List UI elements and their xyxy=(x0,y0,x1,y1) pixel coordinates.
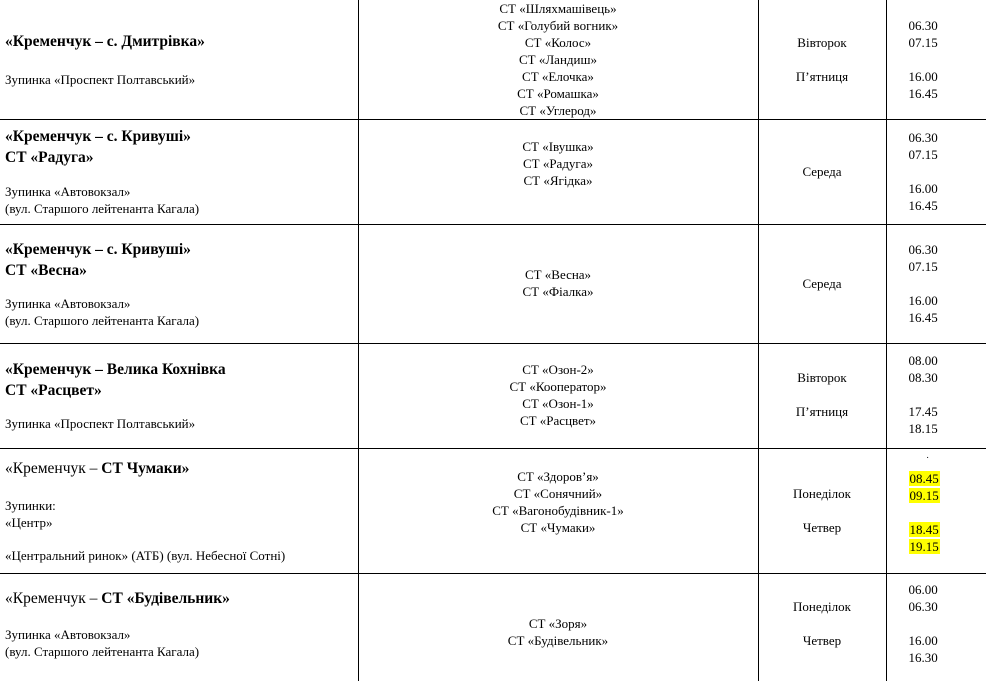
stop-name: «Центр» xyxy=(5,514,358,531)
station: СТ «Радуга» xyxy=(359,155,758,172)
day: П’ятниця xyxy=(759,403,886,420)
route-cell xyxy=(0,344,358,449)
time: 08.45 xyxy=(909,471,940,486)
route-name-line2: СТ «Расцвет» xyxy=(5,380,358,401)
time: 18.45 xyxy=(909,522,940,537)
station: СТ «Елочка» xyxy=(359,68,758,85)
days-cell xyxy=(758,0,886,120)
station: СТ «Івушка» xyxy=(359,138,758,155)
time: 07.15 xyxy=(909,146,938,163)
station: СТ «Озон-1» xyxy=(359,395,758,412)
table-row xyxy=(0,0,986,120)
route-name: «Кременчук – Велика Кохнівка xyxy=(5,359,358,380)
day: П’ятниця xyxy=(759,68,886,85)
station: СТ «Чумаки» xyxy=(359,519,758,536)
station: СТ «Здоров’я» xyxy=(359,468,758,485)
times-cell xyxy=(886,449,986,574)
route-name-line2: СТ «Весна» xyxy=(5,260,358,281)
stations-cell xyxy=(358,449,758,574)
stations-cell xyxy=(358,344,758,449)
times-cell xyxy=(886,344,986,449)
station: СТ «Расцвет» xyxy=(359,412,758,429)
time: 16.45 xyxy=(909,197,938,214)
route-cell xyxy=(0,120,358,225)
stop-label: Зупинки: xyxy=(5,497,358,514)
time: 08.00 xyxy=(909,352,938,369)
route-name-line2: СТ «Радуга» xyxy=(5,147,358,168)
times-cell xyxy=(886,225,986,344)
day: Вівторок xyxy=(759,369,886,386)
route-prefix: «Кременчук – xyxy=(5,590,101,607)
day: Вівторок xyxy=(759,34,886,51)
day: Понеділок xyxy=(759,598,886,615)
days-cell xyxy=(758,120,886,225)
time: 16.00 xyxy=(909,632,938,649)
stations-cell xyxy=(358,225,758,344)
station: СТ «Колос» xyxy=(359,34,758,51)
station: СТ «Сонячний» xyxy=(359,485,758,502)
station: СТ «Шляхмашівець» xyxy=(359,0,758,17)
station: СТ «Ягідка» xyxy=(359,172,758,189)
route-prefix: «Кременчук – xyxy=(5,460,101,477)
station: СТ «Ландиш» xyxy=(359,51,758,68)
stations-cell xyxy=(358,0,758,120)
days-cell xyxy=(758,225,886,344)
table-row xyxy=(0,574,986,681)
stations-cell xyxy=(358,574,758,681)
time: 06.30 xyxy=(909,17,938,34)
stop-name: Зупинка «Автовокзал» xyxy=(5,626,358,643)
days-cell xyxy=(758,344,886,449)
stop-name: Зупинка «Автовокзал» xyxy=(5,183,358,200)
time: 16.00 xyxy=(909,292,938,309)
days-cell xyxy=(758,574,886,681)
time: 18.15 xyxy=(909,420,938,437)
stop-name: «Центральний ринок» (АТБ) (вул. Небесної Сотні) xyxy=(5,547,358,564)
time: 07.15 xyxy=(909,258,938,275)
time: 06.30 xyxy=(909,129,938,146)
table-row xyxy=(0,120,986,225)
station: СТ «Будівельник» xyxy=(359,632,758,649)
time: 06.30 xyxy=(909,241,938,258)
table-row xyxy=(0,449,986,574)
times-cell xyxy=(886,0,986,120)
route-name xyxy=(5,458,358,479)
station: СТ «Весна» xyxy=(359,266,758,283)
stray-mark: . xyxy=(927,451,929,460)
time: 16.45 xyxy=(909,85,938,102)
route-cell xyxy=(0,0,358,120)
route-destination: СТ Чумаки» xyxy=(101,460,189,477)
station: СТ «Озон-2» xyxy=(359,361,758,378)
station: СТ «Вагонобудівник-1» xyxy=(359,502,758,519)
station: СТ «Ромашка» xyxy=(359,85,758,102)
day: Четвер xyxy=(759,519,886,536)
time: 08.30 xyxy=(909,369,938,386)
time: 16.30 xyxy=(909,649,938,666)
route-cell xyxy=(0,449,358,574)
stations-cell xyxy=(358,120,758,225)
stop-address: (вул. Старшого лейтенанта Кагала) xyxy=(5,643,358,660)
times-cell xyxy=(886,120,986,225)
time: 06.00 xyxy=(909,581,938,598)
time: 06.30 xyxy=(909,598,938,615)
time: 16.00 xyxy=(909,180,938,197)
day: Понеділок xyxy=(759,485,886,502)
station: СТ «Фіалка» xyxy=(359,283,758,300)
stop-name: Зупинка «Проспект Полтавський» xyxy=(5,71,358,88)
time: 07.15 xyxy=(909,34,938,51)
day: Середа xyxy=(759,163,886,180)
route-name xyxy=(5,588,358,609)
table-row xyxy=(0,344,986,449)
days-cell xyxy=(758,449,886,574)
stop-address: (вул. Старшого лейтенанта Кагала) xyxy=(5,200,358,217)
route-destination: СТ «Будівельник» xyxy=(101,590,230,607)
time: 17.45 xyxy=(909,403,938,420)
station: СТ «Кооператор» xyxy=(359,378,758,395)
day: Середа xyxy=(759,275,886,292)
time: 16.45 xyxy=(909,309,938,326)
station: СТ «Углерод» xyxy=(359,102,758,119)
time: 09.15 xyxy=(909,488,940,503)
station: СТ «Голубий вогник» xyxy=(359,17,758,34)
stop-name: Зупинка «Автовокзал» xyxy=(5,295,358,312)
stop-address: (вул. Старшого лейтенанта Кагала) xyxy=(5,312,358,329)
time: 19.15 xyxy=(909,539,940,554)
station: СТ «Зоря» xyxy=(359,615,758,632)
route-cell xyxy=(0,574,358,681)
day: Четвер xyxy=(759,632,886,649)
route-cell xyxy=(0,225,358,344)
route-name: «Кременчук – с. Дмитрівка» xyxy=(5,31,358,52)
route-name: «Кременчук – с. Кривуші» xyxy=(5,239,358,260)
stop-name: Зупинка «Проспект Полтавський» xyxy=(5,415,358,432)
times-cell xyxy=(886,574,986,681)
table-row xyxy=(0,225,986,344)
route-name: «Кременчук – с. Кривуші» xyxy=(5,126,358,147)
time: 16.00 xyxy=(909,68,938,85)
